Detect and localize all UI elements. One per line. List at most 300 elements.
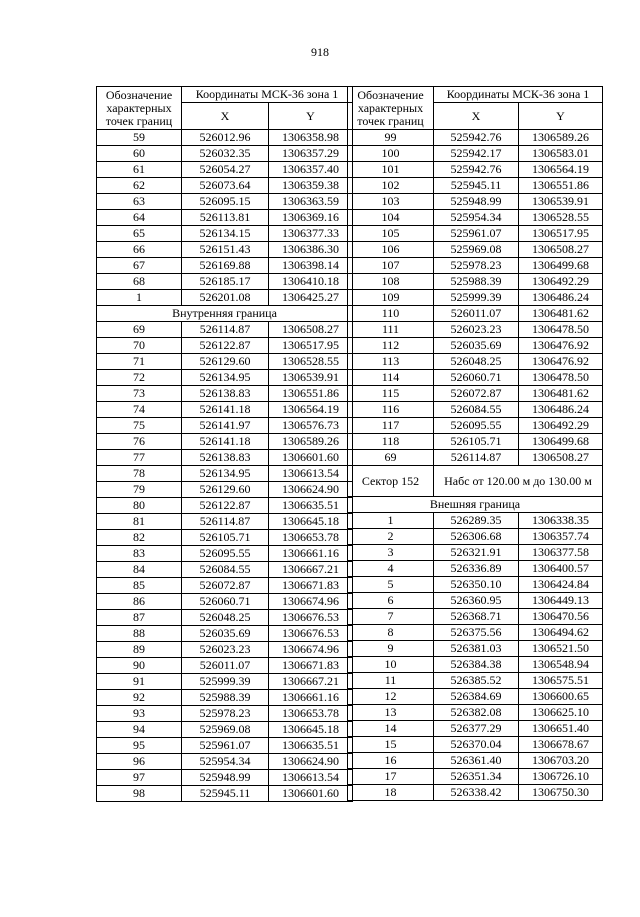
x-value: 526023.23 bbox=[182, 642, 269, 658]
header-y: Y bbox=[269, 103, 353, 130]
table-row bbox=[97, 466, 353, 482]
x-value: 526370.04 bbox=[434, 737, 519, 753]
point-id: 109 bbox=[348, 290, 434, 306]
y-value: 1306539.91 bbox=[519, 194, 603, 210]
header-x: X bbox=[182, 103, 269, 130]
y-value: 1306645.18 bbox=[269, 514, 353, 530]
table-row bbox=[97, 130, 353, 146]
x-value: 526382.08 bbox=[434, 705, 519, 721]
point-id: 10 bbox=[348, 657, 434, 673]
y-value: 1306667.21 bbox=[269, 674, 353, 690]
table-row bbox=[348, 386, 603, 402]
table-row bbox=[348, 657, 603, 673]
header-designation: Обозначение характерных точек границ bbox=[97, 87, 182, 130]
point-id: 12 bbox=[348, 689, 434, 705]
table-row bbox=[97, 530, 353, 546]
y-value: 1306528.55 bbox=[519, 210, 603, 226]
x-value: 526060.71 bbox=[182, 594, 269, 610]
x-value: 526384.38 bbox=[434, 657, 519, 673]
point-id: 3 bbox=[348, 545, 434, 561]
y-value: 1306486.24 bbox=[519, 402, 603, 418]
y-value: 1306517.95 bbox=[519, 226, 603, 242]
y-value: 1306624.90 bbox=[269, 482, 353, 498]
table-row bbox=[348, 418, 603, 434]
y-value: 1306486.24 bbox=[519, 290, 603, 306]
y-value: 1306338.35 bbox=[519, 513, 603, 529]
x-value: 525961.07 bbox=[182, 738, 269, 754]
table-row bbox=[348, 338, 603, 354]
x-value: 525988.39 bbox=[434, 274, 519, 290]
y-value: 1306624.90 bbox=[269, 754, 353, 770]
table-row bbox=[97, 674, 353, 690]
table-row bbox=[97, 402, 353, 418]
table-row bbox=[348, 545, 603, 561]
point-id: 90 bbox=[97, 658, 182, 674]
y-value: 1306635.51 bbox=[269, 738, 353, 754]
y-value: 1306539.91 bbox=[269, 370, 353, 386]
y-value: 1306357.40 bbox=[269, 162, 353, 178]
table-row bbox=[348, 513, 603, 529]
table-row bbox=[348, 721, 603, 737]
table-row bbox=[97, 626, 353, 642]
table-row bbox=[97, 546, 353, 562]
point-id: 66 bbox=[97, 242, 182, 258]
table-row bbox=[97, 226, 353, 242]
x-value: 526169.88 bbox=[182, 258, 269, 274]
y-value: 1306398.14 bbox=[269, 258, 353, 274]
y-value: 1306653.78 bbox=[269, 530, 353, 546]
header-x: X bbox=[434, 103, 519, 130]
x-value: 526054.27 bbox=[182, 162, 269, 178]
y-value: 1306678.67 bbox=[519, 737, 603, 753]
x-value: 526060.71 bbox=[434, 370, 519, 386]
table-row bbox=[348, 737, 603, 753]
coordinates-table-left bbox=[96, 86, 353, 802]
table-row bbox=[97, 194, 353, 210]
x-value: 526134.95 bbox=[182, 370, 269, 386]
point-id: 115 bbox=[348, 386, 434, 402]
point-id: 68 bbox=[97, 274, 182, 290]
point-id: 4 bbox=[348, 561, 434, 577]
section-row bbox=[97, 306, 353, 322]
y-value: 1306600.65 bbox=[519, 689, 603, 705]
point-id: 95 bbox=[97, 738, 182, 754]
point-id: 62 bbox=[97, 178, 182, 194]
point-id: 63 bbox=[97, 194, 182, 210]
table-row bbox=[348, 641, 603, 657]
x-value: 526381.03 bbox=[434, 641, 519, 657]
y-value: 1306499.68 bbox=[519, 258, 603, 274]
y-value: 1306470.56 bbox=[519, 609, 603, 625]
x-value: 526011.07 bbox=[434, 306, 519, 322]
y-value: 1306601.60 bbox=[269, 450, 353, 466]
x-value: 526385.52 bbox=[434, 673, 519, 689]
point-id: 69 bbox=[348, 450, 434, 466]
point-id: 13 bbox=[348, 705, 434, 721]
y-value: 1306576.73 bbox=[269, 418, 353, 434]
y-value: 1306492.29 bbox=[519, 274, 603, 290]
point-id: 82 bbox=[97, 530, 182, 546]
point-id: 99 bbox=[348, 130, 434, 146]
table-row bbox=[97, 322, 353, 338]
y-value: 1306494.62 bbox=[519, 625, 603, 641]
y-value: 1306625.10 bbox=[519, 705, 603, 721]
point-id: 1 bbox=[97, 290, 182, 306]
table-row bbox=[97, 434, 353, 450]
point-id: 76 bbox=[97, 434, 182, 450]
y-value: 1306645.18 bbox=[269, 722, 353, 738]
point-id: 111 bbox=[348, 322, 434, 338]
x-value: 526032.35 bbox=[182, 146, 269, 162]
x-value: 526360.95 bbox=[434, 593, 519, 609]
x-value: 526073.64 bbox=[182, 178, 269, 194]
point-id: 117 bbox=[348, 418, 434, 434]
y-value: 1306521.50 bbox=[519, 641, 603, 657]
x-value: 526105.71 bbox=[182, 530, 269, 546]
y-value: 1306548.94 bbox=[519, 657, 603, 673]
y-value: 1306386.30 bbox=[269, 242, 353, 258]
x-value: 525999.39 bbox=[434, 290, 519, 306]
x-value: 526105.71 bbox=[434, 434, 519, 450]
x-value: 526095.15 bbox=[182, 194, 269, 210]
point-id: 81 bbox=[97, 514, 182, 530]
point-id: 2 bbox=[348, 529, 434, 545]
table-row bbox=[97, 706, 353, 722]
table-row bbox=[97, 594, 353, 610]
point-id: 64 bbox=[97, 210, 182, 226]
x-value: 526035.69 bbox=[182, 626, 269, 642]
point-id: 70 bbox=[97, 338, 182, 354]
y-value: 1306517.95 bbox=[269, 338, 353, 354]
y-value: 1306661.16 bbox=[269, 690, 353, 706]
y-value: 1306481.62 bbox=[519, 306, 603, 322]
table-row bbox=[348, 178, 603, 194]
point-id: 16 bbox=[348, 753, 434, 769]
table-row bbox=[97, 754, 353, 770]
table-row bbox=[348, 673, 603, 689]
point-id: 72 bbox=[97, 370, 182, 386]
x-value: 526141.18 bbox=[182, 434, 269, 450]
y-value: 1306492.29 bbox=[519, 418, 603, 434]
table-row bbox=[348, 290, 603, 306]
header-y: Y bbox=[519, 103, 603, 130]
point-id: 9 bbox=[348, 641, 434, 657]
y-value: 1306410.18 bbox=[269, 274, 353, 290]
x-value: 525945.11 bbox=[434, 178, 519, 194]
x-value: 525945.11 bbox=[182, 786, 269, 802]
table-row bbox=[348, 354, 603, 370]
table-row bbox=[348, 769, 603, 785]
x-value: 526361.40 bbox=[434, 753, 519, 769]
x-value: 525948.99 bbox=[434, 194, 519, 210]
table-row bbox=[97, 498, 353, 514]
y-value: 1306589.26 bbox=[269, 434, 353, 450]
y-value: 1306377.33 bbox=[269, 226, 353, 242]
table-row bbox=[97, 690, 353, 706]
x-value: 526375.56 bbox=[434, 625, 519, 641]
x-value: 526377.29 bbox=[434, 721, 519, 737]
x-value: 526113.81 bbox=[182, 210, 269, 226]
x-value: 526072.87 bbox=[182, 578, 269, 594]
y-value: 1306676.53 bbox=[269, 610, 353, 626]
table-row bbox=[348, 753, 603, 769]
point-id: 94 bbox=[97, 722, 182, 738]
table-row bbox=[97, 770, 353, 786]
table-row bbox=[348, 146, 603, 162]
point-id: 78 bbox=[97, 466, 182, 482]
x-value: 526129.60 bbox=[182, 482, 269, 498]
table-row bbox=[348, 785, 603, 801]
point-id: 6 bbox=[348, 593, 434, 609]
table-row bbox=[97, 274, 353, 290]
x-value: 526306.68 bbox=[434, 529, 519, 545]
table-row bbox=[348, 593, 603, 609]
y-value: 1306674.96 bbox=[269, 594, 353, 610]
point-id: 88 bbox=[97, 626, 182, 642]
x-value: 525942.17 bbox=[434, 146, 519, 162]
header-designation: Обозначение характерных точек границ bbox=[348, 87, 434, 130]
header-row bbox=[348, 87, 603, 103]
y-value: 1306478.50 bbox=[519, 322, 603, 338]
x-value: 526072.87 bbox=[434, 386, 519, 402]
point-id: 89 bbox=[97, 642, 182, 658]
point-id: 96 bbox=[97, 754, 182, 770]
x-value: 526035.69 bbox=[434, 338, 519, 354]
y-value: 1306564.19 bbox=[269, 402, 353, 418]
table-row bbox=[97, 290, 353, 306]
y-value: 1306667.21 bbox=[269, 562, 353, 578]
table-row bbox=[348, 402, 603, 418]
table-row bbox=[97, 338, 353, 354]
point-id: 118 bbox=[348, 434, 434, 450]
point-id: 116 bbox=[348, 402, 434, 418]
point-id: 14 bbox=[348, 721, 434, 737]
point-id: 75 bbox=[97, 418, 182, 434]
table-row bbox=[97, 162, 353, 178]
x-value: 526134.15 bbox=[182, 226, 269, 242]
x-value: 525969.08 bbox=[434, 242, 519, 258]
y-value: 1306358.98 bbox=[269, 130, 353, 146]
y-value: 1306676.53 bbox=[269, 626, 353, 642]
x-value: 526338.42 bbox=[434, 785, 519, 801]
x-value: 526138.83 bbox=[182, 450, 269, 466]
y-value: 1306400.57 bbox=[519, 561, 603, 577]
table-row bbox=[348, 130, 603, 146]
x-value: 526122.87 bbox=[182, 338, 269, 354]
x-value: 525999.39 bbox=[182, 674, 269, 690]
y-value: 1306508.27 bbox=[519, 242, 603, 258]
y-value: 1306363.59 bbox=[269, 194, 353, 210]
table-row bbox=[97, 578, 353, 594]
y-value: 1306359.38 bbox=[269, 178, 353, 194]
x-value: 526351.34 bbox=[434, 769, 519, 785]
table-row bbox=[348, 609, 603, 625]
point-id: 83 bbox=[97, 546, 182, 562]
point-id: 105 bbox=[348, 226, 434, 242]
point-id: 74 bbox=[97, 402, 182, 418]
table-row bbox=[348, 450, 603, 466]
point-id: 85 bbox=[97, 578, 182, 594]
point-id: 67 bbox=[97, 258, 182, 274]
table-row bbox=[97, 354, 353, 370]
x-value: 525978.23 bbox=[434, 258, 519, 274]
y-value: 1306476.92 bbox=[519, 354, 603, 370]
y-value: 1306551.86 bbox=[519, 178, 603, 194]
sector-row bbox=[348, 466, 603, 497]
point-id: 59 bbox=[97, 130, 182, 146]
table-row bbox=[348, 705, 603, 721]
point-id: 107 bbox=[348, 258, 434, 274]
point-id: 11 bbox=[348, 673, 434, 689]
x-value: 526114.87 bbox=[182, 322, 269, 338]
x-value: 526134.95 bbox=[182, 466, 269, 482]
header-coordinates: Координаты МСК-36 зона 1 bbox=[182, 87, 353, 103]
table-row bbox=[97, 450, 353, 466]
point-id: 92 bbox=[97, 690, 182, 706]
table-row bbox=[97, 386, 353, 402]
x-value: 526114.87 bbox=[434, 450, 519, 466]
table-row bbox=[348, 577, 603, 593]
x-value: 525954.34 bbox=[182, 754, 269, 770]
y-value: 1306357.74 bbox=[519, 529, 603, 545]
x-value: 526368.71 bbox=[434, 609, 519, 625]
x-value: 526289.35 bbox=[434, 513, 519, 529]
y-value: 1306575.51 bbox=[519, 673, 603, 689]
coordinates-table-right bbox=[347, 86, 603, 801]
table-row bbox=[97, 482, 353, 498]
table-row bbox=[348, 258, 603, 274]
table-row bbox=[97, 418, 353, 434]
x-value: 525978.23 bbox=[182, 706, 269, 722]
header-row bbox=[97, 87, 353, 103]
y-value: 1306377.58 bbox=[519, 545, 603, 561]
y-value: 1306589.26 bbox=[519, 130, 603, 146]
y-value: 1306508.27 bbox=[269, 322, 353, 338]
y-value: 1306651.40 bbox=[519, 721, 603, 737]
x-value: 525961.07 bbox=[434, 226, 519, 242]
point-id: 15 bbox=[348, 737, 434, 753]
x-value: 526048.25 bbox=[434, 354, 519, 370]
x-value: 525954.34 bbox=[434, 210, 519, 226]
table-row bbox=[97, 514, 353, 530]
x-value: 526151.43 bbox=[182, 242, 269, 258]
point-id: 100 bbox=[348, 146, 434, 162]
y-value: 1306750.30 bbox=[519, 785, 603, 801]
x-value: 526011.07 bbox=[182, 658, 269, 674]
x-value: 525969.08 bbox=[182, 722, 269, 738]
x-value: 525942.76 bbox=[434, 162, 519, 178]
x-value: 526141.97 bbox=[182, 418, 269, 434]
table-row bbox=[348, 306, 603, 322]
y-value: 1306508.27 bbox=[519, 450, 603, 466]
table-row bbox=[97, 610, 353, 626]
table-row bbox=[97, 178, 353, 194]
table-row bbox=[97, 658, 353, 674]
section-row bbox=[348, 497, 603, 513]
y-value: 1306449.13 bbox=[519, 593, 603, 609]
table-row bbox=[97, 370, 353, 386]
sector-height-range: Набс от 120.00 м до 130.00 м bbox=[434, 466, 603, 497]
x-value: 525942.76 bbox=[434, 130, 519, 146]
table-row bbox=[348, 210, 603, 226]
x-value: 526129.60 bbox=[182, 354, 269, 370]
point-id: 86 bbox=[97, 594, 182, 610]
y-value: 1306481.62 bbox=[519, 386, 603, 402]
x-value: 526114.87 bbox=[182, 514, 269, 530]
point-id: 18 bbox=[348, 785, 434, 801]
x-value: 526095.55 bbox=[182, 546, 269, 562]
point-id: 106 bbox=[348, 242, 434, 258]
table-row bbox=[97, 562, 353, 578]
table-row bbox=[97, 242, 353, 258]
y-value: 1306528.55 bbox=[269, 354, 353, 370]
y-value: 1306726.10 bbox=[519, 769, 603, 785]
y-value: 1306425.27 bbox=[269, 290, 353, 306]
table-row bbox=[97, 146, 353, 162]
point-id: 60 bbox=[97, 146, 182, 162]
table-row bbox=[348, 561, 603, 577]
table-row bbox=[97, 722, 353, 738]
x-value: 526012.96 bbox=[182, 130, 269, 146]
table-row bbox=[348, 162, 603, 178]
table-row bbox=[97, 738, 353, 754]
point-id: 108 bbox=[348, 274, 434, 290]
x-value: 526185.17 bbox=[182, 274, 269, 290]
point-id: 5 bbox=[348, 577, 434, 593]
sector-label: Сектор 152 bbox=[348, 466, 434, 497]
y-value: 1306551.86 bbox=[269, 386, 353, 402]
table-row bbox=[97, 786, 353, 802]
table-row bbox=[348, 322, 603, 338]
table-row bbox=[97, 210, 353, 226]
point-id: 102 bbox=[348, 178, 434, 194]
x-value: 526122.87 bbox=[182, 498, 269, 514]
x-value: 526384.69 bbox=[434, 689, 519, 705]
point-id: 87 bbox=[97, 610, 182, 626]
table-row bbox=[348, 529, 603, 545]
x-value: 525988.39 bbox=[182, 690, 269, 706]
y-value: 1306476.92 bbox=[519, 338, 603, 354]
point-id: 77 bbox=[97, 450, 182, 466]
x-value: 526138.83 bbox=[182, 386, 269, 402]
point-id: 101 bbox=[348, 162, 434, 178]
point-id: 97 bbox=[97, 770, 182, 786]
point-id: 17 bbox=[348, 769, 434, 785]
point-id: 91 bbox=[97, 674, 182, 690]
y-value: 1306653.78 bbox=[269, 706, 353, 722]
table-row bbox=[97, 258, 353, 274]
y-value: 1306424.84 bbox=[519, 577, 603, 593]
x-value: 526048.25 bbox=[182, 610, 269, 626]
point-id: 69 bbox=[97, 322, 182, 338]
x-value: 526084.55 bbox=[182, 562, 269, 578]
point-id: 65 bbox=[97, 226, 182, 242]
x-value: 526141.18 bbox=[182, 402, 269, 418]
x-value: 526321.91 bbox=[434, 545, 519, 561]
y-value: 1306703.20 bbox=[519, 753, 603, 769]
table-row bbox=[348, 226, 603, 242]
y-value: 1306601.60 bbox=[269, 786, 353, 802]
table-row bbox=[348, 194, 603, 210]
point-id: 79 bbox=[97, 482, 182, 498]
point-id: 73 bbox=[97, 386, 182, 402]
y-value: 1306478.50 bbox=[519, 370, 603, 386]
point-id: 93 bbox=[97, 706, 182, 722]
point-id: 98 bbox=[97, 786, 182, 802]
point-id: 112 bbox=[348, 338, 434, 354]
point-id: 84 bbox=[97, 562, 182, 578]
table-row bbox=[348, 689, 603, 705]
